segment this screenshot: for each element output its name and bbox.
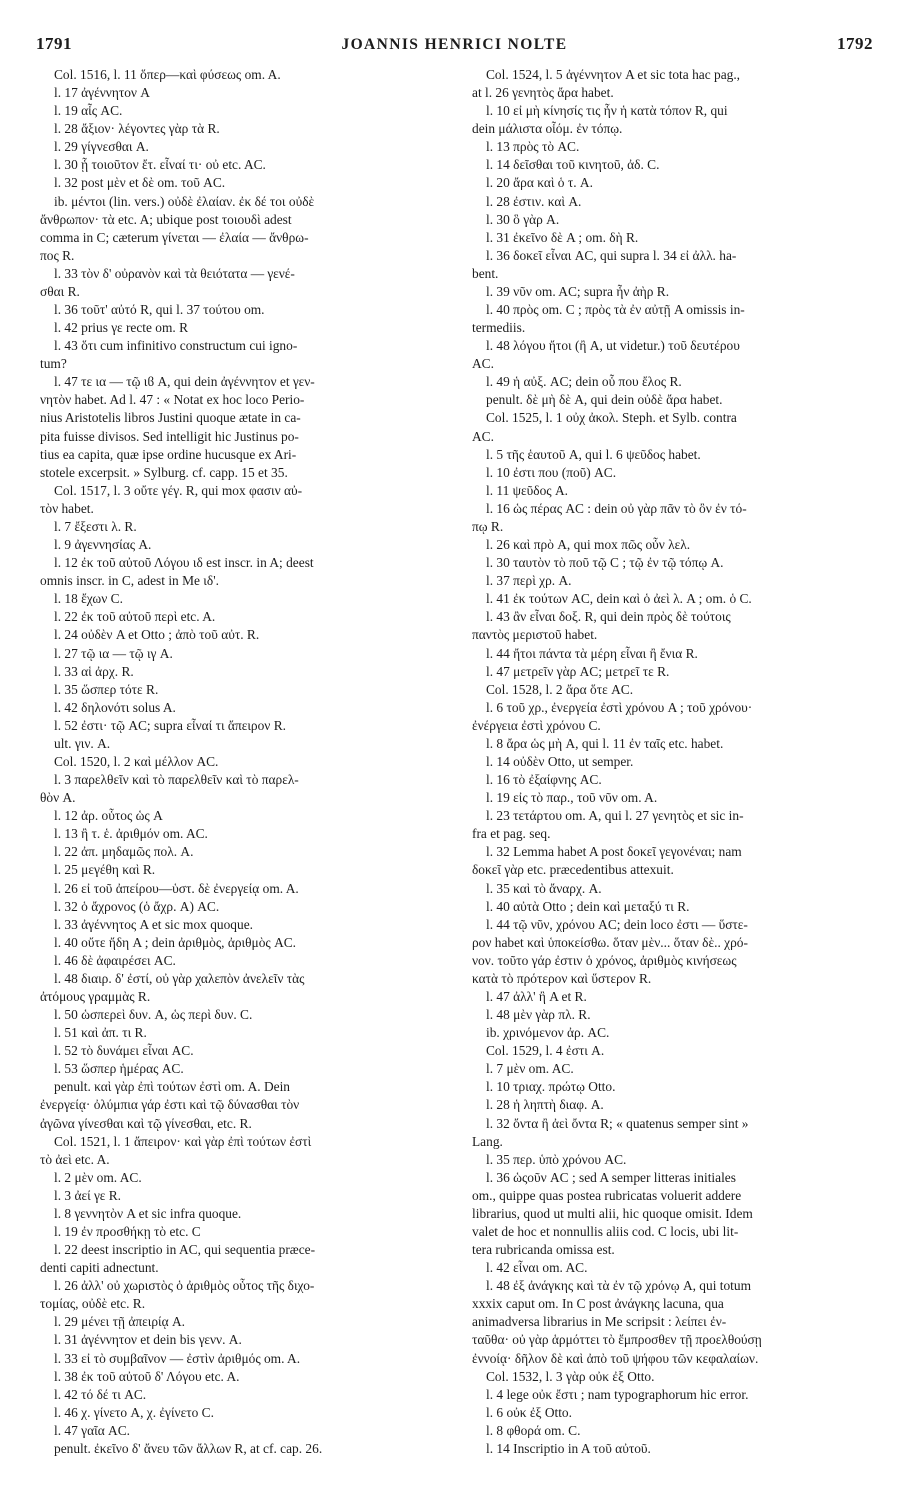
apparatus-line: penult. δὲ μὴ δὲ A, qui dein οὐδὲ ἄρα habet. (486, 392, 723, 408)
apparatus-line: l. 8 γεννητὸν A et sic infra quoque. (54, 1205, 242, 1221)
apparatus-line: l. 9 ἀγεννησίας A. (54, 537, 152, 553)
apparatus-line: l. 23 τετάρτου om. A, qui l. 27 γενητὸς et sic in- (486, 808, 744, 824)
apparatus-line: θὸν A. (40, 790, 76, 806)
apparatus-line: σθαι R. (40, 283, 80, 299)
apparatus-line: l. 52 τὸ δυνάμει εἶναι AC. (54, 1043, 194, 1059)
left-column (40, 66, 448, 1458)
apparatus-line: ταῦθα· οὐ γὰρ ἁρμόττει τὸ ἔμπροσθεν τῇ προελθούσῃ (472, 1332, 762, 1348)
apparatus-line: l. 43 ἂν εἶναι δοξ. R, qui dein πρὸς δὲ τούτοις (486, 609, 731, 625)
apparatus-line: l. 36 δοκεῖ εἶναι AC, qui supra l. 34 εἰ ἀλλ. ha- (486, 247, 737, 263)
apparatus-line: l. 6 οὐκ ἐξ Otto. (486, 1404, 572, 1420)
apparatus-line: l. 33 εἰ τὸ συμβαῖνον — ἐστὶν ἀριθμός om. A. (54, 1350, 301, 1366)
apparatus-line: penult. καὶ γὰρ ἐπὶ τούτων ἐστὶ om. A. Dein (54, 1079, 290, 1095)
apparatus-line: l. 19 εἰς τὸ παρ., τοῦ νῦν om. A. (486, 790, 658, 806)
right-column (472, 66, 882, 1458)
apparatus-line: ἀτόμους γραμμὰς R. (40, 988, 151, 1004)
apparatus-line: l. 40 πρὸς om. C ; πρὸς τὰ ἐν αὐτῇ A omissis in- (486, 302, 745, 318)
apparatus-line: l. 14 Inscriptio in A τοῦ αὐτοῦ. (486, 1440, 651, 1456)
left-page-number: 1791 (36, 34, 72, 53)
apparatus-line: l. 40 αὐτὰ Otto ; dein καὶ μεταξύ τι R. (486, 898, 690, 914)
apparatus-line: l. 14 δεῖσθαι τοῦ κινητοῦ, ἀδ. C. (486, 157, 660, 173)
apparatus-line: nius Aristotelis libros Justini quoque ætate in ca- (40, 410, 301, 426)
apparatus-line: l. 47 μετρεῖν γὰρ AC; μετρεῖ τε R. (486, 663, 670, 679)
apparatus-line: Col. 1517, l. 3 οὔτε γέγ. R, qui mox φασιν αὐ- (54, 482, 303, 498)
apparatus-line: l. 47 ἀλλ' ἢ A et R. (486, 988, 587, 1004)
apparatus-line: l. 17 ἀγέννητον A (54, 85, 150, 101)
apparatus-line: l. 33 τὸν δ' οὐρανὸν καὶ τὰ θειότατα — γενέ- (54, 265, 295, 281)
apparatus-line: l. 49 ἡ αὐξ. AC; dein οὗ που ἔλος R. (486, 374, 682, 390)
apparatus-line: tum? (40, 356, 67, 372)
apparatus-line: l. 35 περ. ὑπὸ χρόνου AC. (486, 1151, 627, 1167)
apparatus-line: l. 51 καὶ ἀπ. τι R. (54, 1025, 147, 1041)
apparatus-line: l. 10 τριαχ. πρώτῳ Otto. (486, 1079, 616, 1095)
apparatus-line: om., quippe quas postea rubricatas voluerit addere (472, 1187, 742, 1203)
apparatus-line: l. 6 τοῦ χρ., ἐνεργεία ἐστὶ χρόνου A ; τοῦ χρόνου· (486, 699, 753, 715)
apparatus-line: l. 29 γίγνεσθαι A. (54, 139, 149, 155)
apparatus-line: l. 38 ἐκ τοῦ αὐτοῦ δ' Λόγου etc. A. (54, 1368, 240, 1384)
apparatus-line: l. 30 ὃ γὰρ A. (486, 211, 560, 227)
apparatus-line: νον. τοῦτο γάρ ἐστιν ὁ χρόνος, ἀριθμὸς κινήσεως (472, 952, 737, 968)
apparatus-line: AC. (472, 356, 494, 372)
apparatus-line: l. 42 εἶναι om. AC. (486, 1260, 588, 1276)
apparatus-line: l. 22 deest inscriptio in AC, qui sequentia præce- (54, 1242, 316, 1258)
running-title: JOANNIS HENRICI NOLTE (341, 36, 568, 53)
apparatus-line: τὸν habet. (40, 500, 94, 516)
apparatus-line: l. 12 ἐκ τοῦ αὐτοῦ Λόγου ιδ est inscr. in A; deest (54, 555, 314, 571)
apparatus-line: τομίας, οὐδὲ etc. R. (40, 1296, 146, 1312)
apparatus-line: l. 50 ὡσπερεὶ δυν. A, ὡς περὶ δυν. C. (54, 1007, 253, 1023)
apparatus-line: librarius, quod ut multi alii, hic quoque omisit. Idem (472, 1205, 753, 1221)
apparatus-line: l. 46 χ. γίνετο A, χ. ἐγίνετο C. (54, 1404, 214, 1420)
apparatus-line: Col. 1532, l. 3 γὰρ οὐκ ἐξ Otto. (486, 1368, 655, 1384)
apparatus-line: l. 52 ἐστι· τῷ AC; supra εἶναί τι ἄπειρον R. (54, 717, 286, 733)
apparatus-line: at l. 26 γενητὸς ἄρα habet. (472, 85, 614, 101)
apparatus-line: l. 48 διαιρ. δ' ἐστί, οὐ γὰρ χαλεπὸν ἀνελεῖν τὰς (54, 970, 305, 986)
apparatus-line: Col. 1521, l. 1 ἄπειρον· καὶ γὰρ ἐπὶ τούτων ἐστὶ (54, 1133, 312, 1149)
apparatus-line: l. 46 δὲ ἀφαιρέσει AC. (54, 952, 176, 968)
apparatus-line: l. 48 ἐξ ἀνάγκης καὶ τὰ ἐν τῷ χρόνῳ A, qui totum (486, 1278, 752, 1294)
apparatus-line: tera rubricanda omissa est. (472, 1242, 615, 1258)
apparatus-line: ρον habet καὶ ὑποκείσθω. ὅταν μὲν... ὅταν δὲ.. χρό- (472, 934, 748, 950)
apparatus-line: l. 26 ἀλλ' οὐ χωριστὸς ὁ ἀριθμὸς οὗτος τῆς διχο- (54, 1278, 315, 1294)
apparatus-line: l. 47 τε ια — τῷ ιϐ A, qui dein ἀγέννητον et γεν- (54, 374, 315, 390)
apparatus-line: l. 22 ἐκ τοῦ αὐτοῦ περὶ etc. A. (54, 609, 216, 625)
apparatus-line: l. 44 τῷ νῦν, χρόνου AC; dein loco ἐστι — ὕστε- (486, 916, 748, 932)
apparatus-line: l. 7 μὲν om. AC. (486, 1061, 574, 1077)
apparatus-line: l. 42 τό δέ τι AC. (54, 1386, 147, 1402)
apparatus-line: l. 31 ἀγέννητον et dein bis γενν. A. (54, 1332, 242, 1348)
apparatus-line: l. 8 φθορά om. C. (486, 1422, 581, 1438)
apparatus-line: l. 13 ἢ τ. ἑ. ἀριθμόν om. AC. (54, 826, 208, 842)
apparatus-line: bent. (472, 265, 499, 281)
apparatus-line: tius ea capita, quæ ipse ordine hucusque ex Ari- (40, 446, 297, 462)
apparatus-line: animadversa librarius in Me scripsit : λείπει ἐν- (472, 1314, 727, 1330)
apparatus-line: l. 10 ἐστι που (ποῦ) AC. (486, 464, 617, 480)
apparatus-line: l. 35 καὶ τὸ ἄναρχ. A. (486, 880, 602, 896)
apparatus-line: comma in C; cæterum γίνεται — ἐλαία — ἄνθρω- (40, 229, 309, 245)
apparatus-line: l. 47 γαῖα AC. (54, 1422, 131, 1438)
apparatus-line: κατὰ τὸ πρότερον καὶ ὕστερον R. (472, 970, 652, 986)
apparatus-line: l. 36 ὡςοῦν AC ; sed A semper litteras initiales (486, 1169, 736, 1185)
apparatus-line: ib. χρινόμενον ἀρ. AC. (486, 1025, 610, 1041)
apparatus-line: l. 39 νῦν om. AC; supra ἦν ἀὴρ R. (486, 283, 670, 299)
apparatus-line: Col. 1516, l. 11 ὅπερ—καὶ φύσεως om. A. (54, 67, 281, 82)
apparatus-line: l. 44 ἤτοι πάντα τὰ μέρη εἶναι ἢ ἔνια R. (486, 645, 698, 661)
apparatus-line: νητὸν habet. Ad l. 47 : « Notat ex hoc loco Perio- (40, 392, 305, 408)
apparatus-line: πος R. (40, 247, 75, 263)
apparatus-line: l. 14 οὐδὲν Otto, ut semper. (486, 753, 634, 769)
apparatus-line: l. 36 τοῦτ' αὐτό R, qui l. 37 τούτου om. (54, 302, 265, 318)
apparatus-line: l. 48 λόγου ἤτοι (ἢ A, ut videtur.) τοῦ δευτέρου (486, 338, 740, 354)
apparatus-line: l. 4 lege οὐκ ἔστι ; nam typographorum hic error. (486, 1386, 749, 1402)
apparatus-line: l. 33 ἀγέννητος A et sic mox quoque. (54, 916, 253, 932)
apparatus-line: l. 32 Lemma habet A post δοκεῖ γεγονέναι; nam (486, 844, 742, 860)
apparatus-line: l. 29 μένει τῇ ἀπειρίᾳ A. (54, 1314, 185, 1330)
apparatus-line: ἐνέργεια ἐστὶ χρόνου C. (472, 717, 601, 733)
apparatus-line: l. 33 αἱ ἀρχ. R. (54, 663, 134, 679)
apparatus-line: l. 19 ἐν προσθήκῃ τὸ etc. C (54, 1224, 201, 1239)
apparatus-line: l. 32 ὄντα ἢ ἀεὶ ὄντα R; « quatenus semper sint » (486, 1115, 749, 1131)
apparatus-line: l. 22 ἀπ. μηδαμῶς πολ. A. (54, 844, 194, 860)
apparatus-line: l. 10 εἰ μὴ κίνησίς τις ἦν ἡ κατὰ τόπον R, qui (486, 103, 728, 119)
apparatus-line: dein μάλιστα οἷόμ. ἐν τόπῳ. (472, 121, 623, 137)
apparatus-line: Col. 1524, l. 5 ἀγέννητον A et sic tota hac pag., (486, 67, 741, 82)
apparatus-line: ib. μέντοι (lin. vers.) οὐδὲ ἐλαίαν. ἐκ δέ τοι οὐδὲ (54, 193, 315, 209)
apparatus-line: ἄνθρωπον· τὰ etc. A; ubique post τοιουδὶ adest (40, 211, 292, 227)
apparatus-line: l. 53 ὥσπερ ἡμέρας AC. (54, 1061, 184, 1077)
apparatus-line: l. 2 μὲν om. AC. (54, 1169, 142, 1185)
apparatus-line: Lang. (472, 1133, 503, 1149)
apparatus-line: omnis inscr. in C, adest in Me ιδ'. (40, 573, 219, 589)
apparatus-line: ἐννοίᾳ· δῆλον δὲ καὶ ἀπὸ τοῦ ψήφου τῶν κεφαλαίων. (472, 1350, 759, 1366)
apparatus-line: l. 27 τῷ ια — τῷ ιγ A. (54, 645, 173, 661)
apparatus-line: l. 32 ὁ ἄχρονος (ὁ ἄχρ. A) AC. (54, 898, 220, 914)
apparatus-line: l. 48 μὲν γὰρ πλ. R. (486, 1007, 591, 1023)
apparatus-line: Col. 1525, l. 1 οὐχ ἀκολ. Steph. et Sylb. contra (486, 410, 737, 426)
apparatus-line: xxxix caput om. In C post ἀνάγκης lacuna, qua (472, 1296, 724, 1312)
right-page-number: 1792 (836, 34, 873, 53)
apparatus-line: denti capiti adnectunt. (40, 1260, 159, 1276)
apparatus-line: l. 28 ἄξιον· λέγοντες γὰρ τὰ R. (54, 121, 220, 137)
apparatus-line: l. 35 ὥσπερ τότε R. (54, 681, 159, 697)
apparatus-line: ἀγῶνα γίνεσθαι καὶ τῷ γίνεσθαι, etc. R. (40, 1115, 252, 1131)
apparatus-line: l. 42 prius γε recte om. R (54, 320, 189, 336)
apparatus-line: l. 28 ἐστιν. καὶ A. (486, 193, 582, 209)
apparatus-line: l. 3 παρελθεῖν καὶ τὸ παρελθεῖν καὶ τὸ παρελ- (54, 772, 299, 788)
apparatus-line: l. 20 ἄρα καὶ ὁ τ. A. (486, 175, 593, 191)
apparatus-line: l. 42 δηλονότι solus A. (54, 699, 176, 715)
apparatus-line: ult. γιν. A. (54, 735, 111, 751)
apparatus-line: l. 18 ἔχων C. (54, 591, 123, 607)
apparatus-line: ἐνεργείᾳ· ὀλύμπια γάρ ἐστι καὶ τῷ δύνασθαι τὸν (40, 1097, 300, 1113)
apparatus-line: πῳ R. (472, 518, 504, 534)
apparatus-line: l. 26 εἰ τοῦ ἀπείρου—ὑστ. δὲ ἐνεργείᾳ om. A. (54, 880, 299, 896)
apparatus-line: AC. (472, 428, 494, 444)
apparatus-line: stotele excerpsit. » Sylburg. cf. capp. 15 et 35. (40, 464, 288, 480)
apparatus-line: l. 16 τὸ ἐξαίφνης AC. (486, 772, 602, 788)
apparatus-line: l. 37 περὶ χρ. A. (486, 573, 572, 589)
apparatus-line: l. 24 οὐδὲν A et Otto ; ἀπὸ τοῦ αὐτ. R. (54, 627, 260, 643)
apparatus-line: l. 5 τῆς ἑαυτοῦ A, qui l. 6 ψεῦδος habet. (486, 446, 701, 462)
apparatus-line: l. 30 ᾗ τοιοῦτον ἔτ. εἶναί τι· οὐ etc. AC. (54, 157, 266, 173)
apparatus-line: l. 12 ἀρ. οὗτος ὡς A (54, 808, 163, 824)
apparatus-line: l. 11 ψεῦδος A. (486, 482, 568, 498)
apparatus-line: l. 28 ἡ ληπτὴ διαφ. A. (486, 1097, 604, 1113)
apparatus-line: penult. ἐκεῖνο δ' ἄνευ τῶν ἄλλων R, at cf. cap. 26. (54, 1440, 323, 1456)
apparatus-line: Col. 1528, l. 2 ἄρα ὅτε AC. (486, 681, 634, 697)
apparatus-line: l. 7 ἔξεστι λ. R. (54, 518, 137, 534)
apparatus-line: l. 30 ταυτὸν τὸ ποῦ τῷ C ; τῷ ἐν τῷ τόπῳ A. (486, 555, 724, 571)
apparatus-line: Col. 1520, l. 2 καὶ μέλλον AC. (54, 753, 219, 769)
apparatus-line: termediis. (472, 320, 526, 336)
apparatus-line: l. 3 ἀεί γε R. (54, 1187, 121, 1203)
apparatus-line: l. 13 πρὸς τὸ AC. (486, 139, 580, 155)
apparatus-line: fra et pag. seq. (472, 826, 551, 842)
apparatus-line: l. 26 καὶ πρὸ A, qui mox πῶς οὖν λελ. (486, 537, 691, 553)
apparatus-line: l. 31 ἐκεῖνο δὲ A ; om. δὴ R. (486, 229, 639, 245)
apparatus-line: l. 41 ἐκ τούτων AC, dein καὶ ὁ ἀεὶ λ. A ; om. ὁ C. (486, 591, 752, 607)
apparatus-line: l. 19 αἷς AC. (54, 103, 123, 119)
apparatus-line: δοκεῖ γὰρ etc. præcedentibus attexuit. (472, 862, 674, 878)
apparatus-line: l. 8 ἄρα ὡς μὴ A, qui l. 11 ἐν ταῖς etc. habet. (486, 735, 724, 751)
apparatus-line: τὸ ἀεὶ etc. A. (40, 1151, 110, 1167)
apparatus-line: παντὸς μεριστοῦ habet. (472, 627, 598, 643)
page-header (36, 34, 873, 56)
apparatus-line: pita fuisse divisos. Sed intelligit hic Justinus po- (40, 428, 299, 444)
apparatus-line: valet de hoc et nonnullis aliis cod. C locis, ubi lit- (472, 1224, 739, 1239)
apparatus-line: l. 32 post μὲν et δὲ om. τοῦ AC. (54, 175, 226, 191)
apparatus-line: l. 43 ὅτι cum infinitivo constructum cui igno- (54, 338, 298, 354)
apparatus-line: l. 25 μεγέθη καὶ R. (54, 862, 156, 878)
apparatus-line: Col. 1529, l. 4 ἐστι A. (486, 1043, 605, 1059)
apparatus-line: l. 40 οὔτε ἤδη A ; dein ἀριθμὸς, ἀριθμὸς AC. (54, 934, 297, 950)
apparatus-line: l. 16 ὡς πέρας AC : dein οὐ γὰρ πᾶν τὸ ὂν ἐν τό- (486, 500, 747, 516)
